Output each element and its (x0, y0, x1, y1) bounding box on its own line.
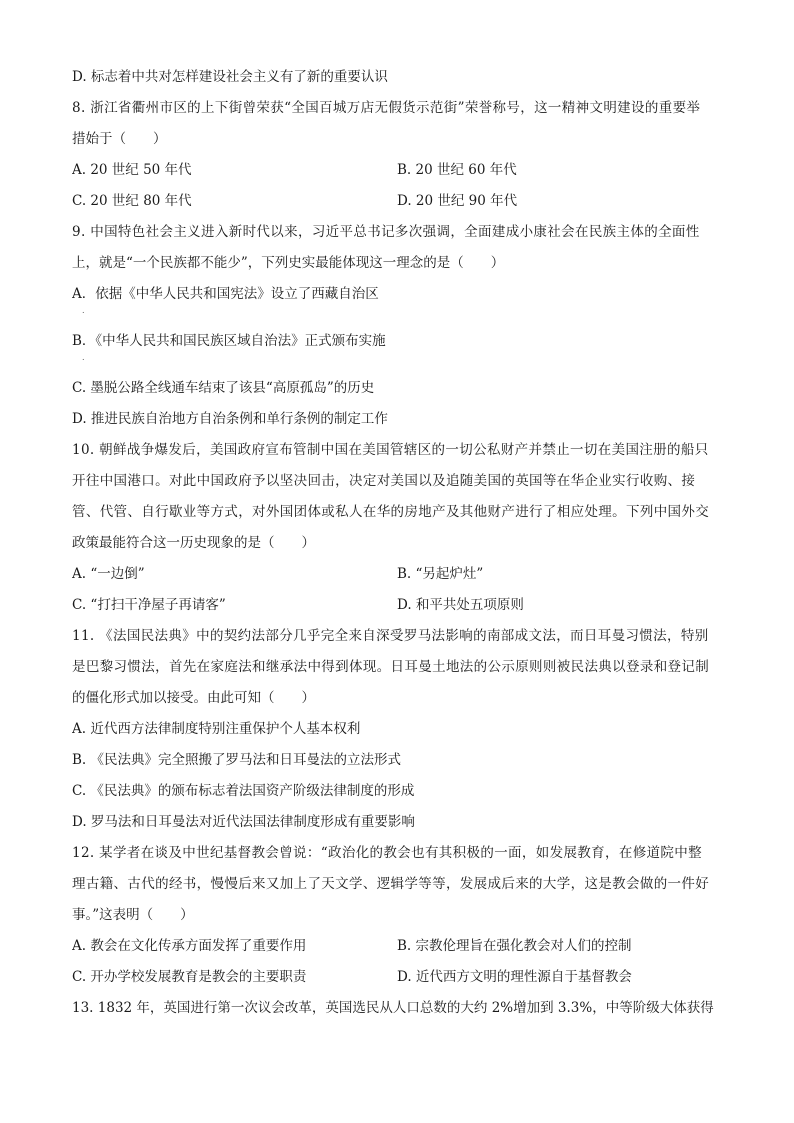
q12-stem-line-1: 12. 某学者在谈及中世纪基督教会曾说：“政治化的教会也有其积极的一面，如发展教育，在修道院中整 (72, 845, 702, 861)
q10-options-row-1 (72, 559, 724, 590)
q11-option-b: B. 《民法典》完全照搬了罗马法和日耳曼法的立法形式 (72, 752, 402, 768)
q8-options-row-1 (72, 155, 724, 186)
q12-options-row-2 (72, 962, 724, 993)
q8-option-d: D. 20 世纪 90 年代 (397, 193, 518, 209)
q11-option-d: D. 罗马法和日耳曼法对近代法国法律制度形成有重要影响 (72, 814, 415, 830)
q9-option-a-dot: . (82, 306, 85, 315)
q10-stem-line-1: 10. 朝鲜战争爆发后，美国政府宣布管制中国在美国管辖区的一切公私财产并禁止一切在美国注册的船只 (72, 442, 709, 458)
q12-option-d: D. 近代西方文明的理性源自于基督教会 (397, 969, 632, 985)
q10-stem-line-3: 管、代管、自行歇业等方式，对外国团体或私人在华的房地产及其他财产进行了相应处理。下列中国外交 (72, 504, 710, 520)
q8-stem-line-1: 8. 浙江省衢州市区的上下街曾荣获“全国百城万店无假货示范街”荣誉称号，这一精神文明建设的重要举 (72, 100, 701, 116)
q9-option-b-dot: . (82, 353, 85, 362)
q8-option-c: C. 20 世纪 80 年代 (72, 193, 192, 209)
q12-stem-line-3: 事。”这表明（ ） (72, 907, 194, 923)
q11-option-a: A. 近代西方法律制度特别注重保护个人基本权利 (72, 721, 361, 737)
q9-option-c: C. 墨脱公路全线通车结束了该县“高原孤岛”的历史 (72, 380, 375, 396)
q10-option-b: B. “另起炉灶” (397, 566, 484, 582)
q10-option-d: D. 和平共处五项原则 (397, 597, 524, 613)
q11-stem-line-3: 的僵化形式加以接受。由此可知（ ） (72, 690, 315, 706)
q10-option-c: C. “打扫干净屋子再请客” (72, 597, 226, 613)
q9-stem-line-2: 上，就是“一个民族都不能少”，下列史实最能体现这一理念的是（ ） (72, 255, 505, 271)
q11-option-c: C. 《民法典》的颁布标志着法国资产阶级法律制度的形成 (72, 783, 415, 799)
q13-stem-line-1: 13. 1832 年，英国进行第一次议会改革，英国选民从人口总数的大约 2%增加到 3.3%，中等阶级大体获得 (72, 1000, 714, 1016)
q9-option-a-text: A．依据《中华人民共和国宪法》设立了西藏自治区 (72, 286, 379, 302)
q10-options-row-2 (72, 590, 724, 621)
q9-option-a (72, 279, 724, 326)
q9-stem-line-1: 9. 中国特色社会主义进入新时代以来，习近平总书记多次强调，全面建成小康社会在民族主体的全面性 (72, 224, 700, 240)
q12-option-b: B. 宗教伦理旨在强化教会对人们的控制 (397, 938, 632, 954)
q10-stem-line-2: 开往中国港口。对此中国政府予以坚决回击，决定对美国以及追随美国的英国等在华企业实行收购、接 (72, 473, 696, 489)
q10-option-a: A. “一边倒” (72, 566, 145, 582)
q11-stem-line-1: 11. 《法国民法典》中的契约法部分几乎完全来自深受罗马法影响的南部成文法，而日耳曼习惯法，特别 (72, 628, 709, 644)
q9-option-d: D. 推进民族自治地方自治条例和单行条例的制定工作 (72, 411, 388, 427)
q12-stem-line-2: 理古籍、古代的经书，慢慢后来又加上了天文学、逻辑学等等，发展成后来的大学，这是教会做的一件好 (72, 876, 710, 892)
q8-stem-line-2: 措始于（ ） (72, 131, 167, 147)
exam-page (72, 62, 724, 1024)
q9-option-b-text: B．《中华人民共和国民族区域自治法》正式颁布实施 (72, 333, 386, 349)
q12-option-c: C. 开办学校发展教育是教会的主要职责 (72, 969, 307, 985)
q8-options-row-2 (72, 186, 724, 217)
q12-options-row-1 (72, 931, 724, 962)
q10-stem-line-4: 政策最能符合这一历史现象的是（ ） (72, 535, 315, 551)
q8-option-a: A. 20 世纪 50 年代 (72, 162, 192, 178)
q9-option-b (72, 326, 724, 373)
q8-option-b: B. 20 世纪 60 年代 (397, 162, 517, 178)
q12-option-a: A. 教会在文化传承方面发挥了重要作用 (72, 938, 307, 954)
q11-stem-line-2: 是巴黎习惯法，首先在家庭法和继承法中得到体现。日耳曼土地法的公示原则则被民法典以登录和登记制 (72, 659, 710, 675)
q7-option-d: D. 标志着中共对怎样建设社会主义有了新的重要认识 (72, 69, 388, 85)
